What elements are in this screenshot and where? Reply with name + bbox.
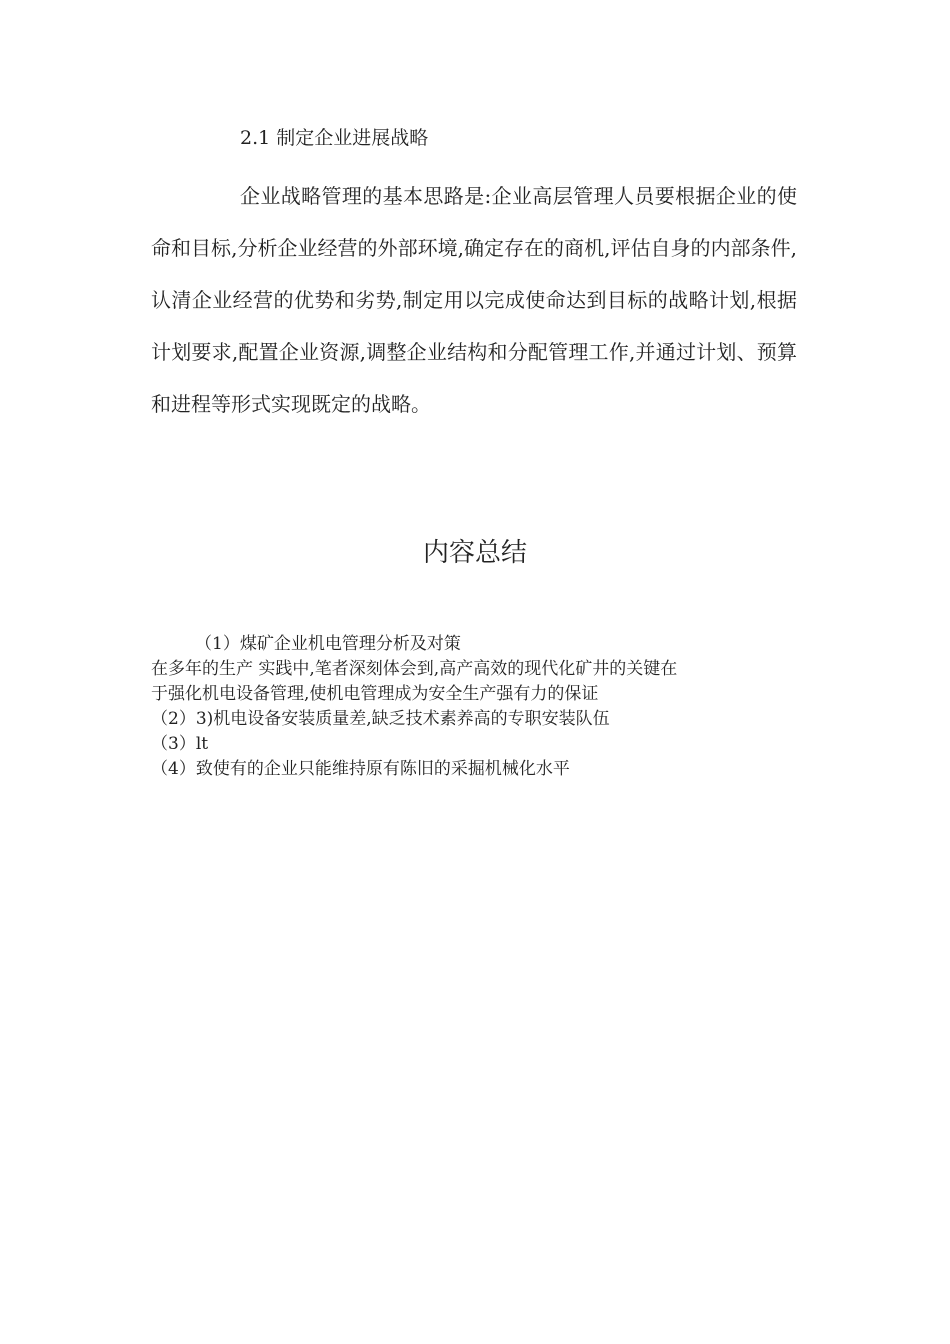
body-paragraph: 企业战略管理的基本思路是:企业高层管理人员要根据企业的使命和目标,分析企业经营的外部环境,确定存在的商机,评估自身的内部条件,认清企业经营的优势和劣势,制定用以完成使命达到目标的战略计划,根据计划要求,配置企业资源,调整企业结构和分配管理工作,并通过计划、预算和进程等形式实现既定的战略。 [151, 184, 797, 416]
summary-line: （2）3)机电设备安装质量差,缺乏技术素养高的专职安装队伍 [151, 709, 610, 729]
summary-line: 在多年的生产 实践中,笔者深刻体会到,高产高效的现代化矿井的关键在 [151, 659, 678, 679]
summary-line: 于强化机电设备管理,使机电管理成为安全生产强有力的保证 [151, 684, 599, 704]
section-heading: 2.1 制定企业进展战略 [240, 127, 429, 149]
summary-line: （1）煤矿企业机电管理分析及对策 [195, 634, 461, 654]
summary-line: （3）lt [151, 734, 209, 754]
summary-line: （4）致使有的企业只能维持原有陈旧的采掘机械化水平 [151, 759, 570, 779]
summary-title: 内容总结 [422, 538, 527, 568]
summary-list [151, 632, 811, 782]
